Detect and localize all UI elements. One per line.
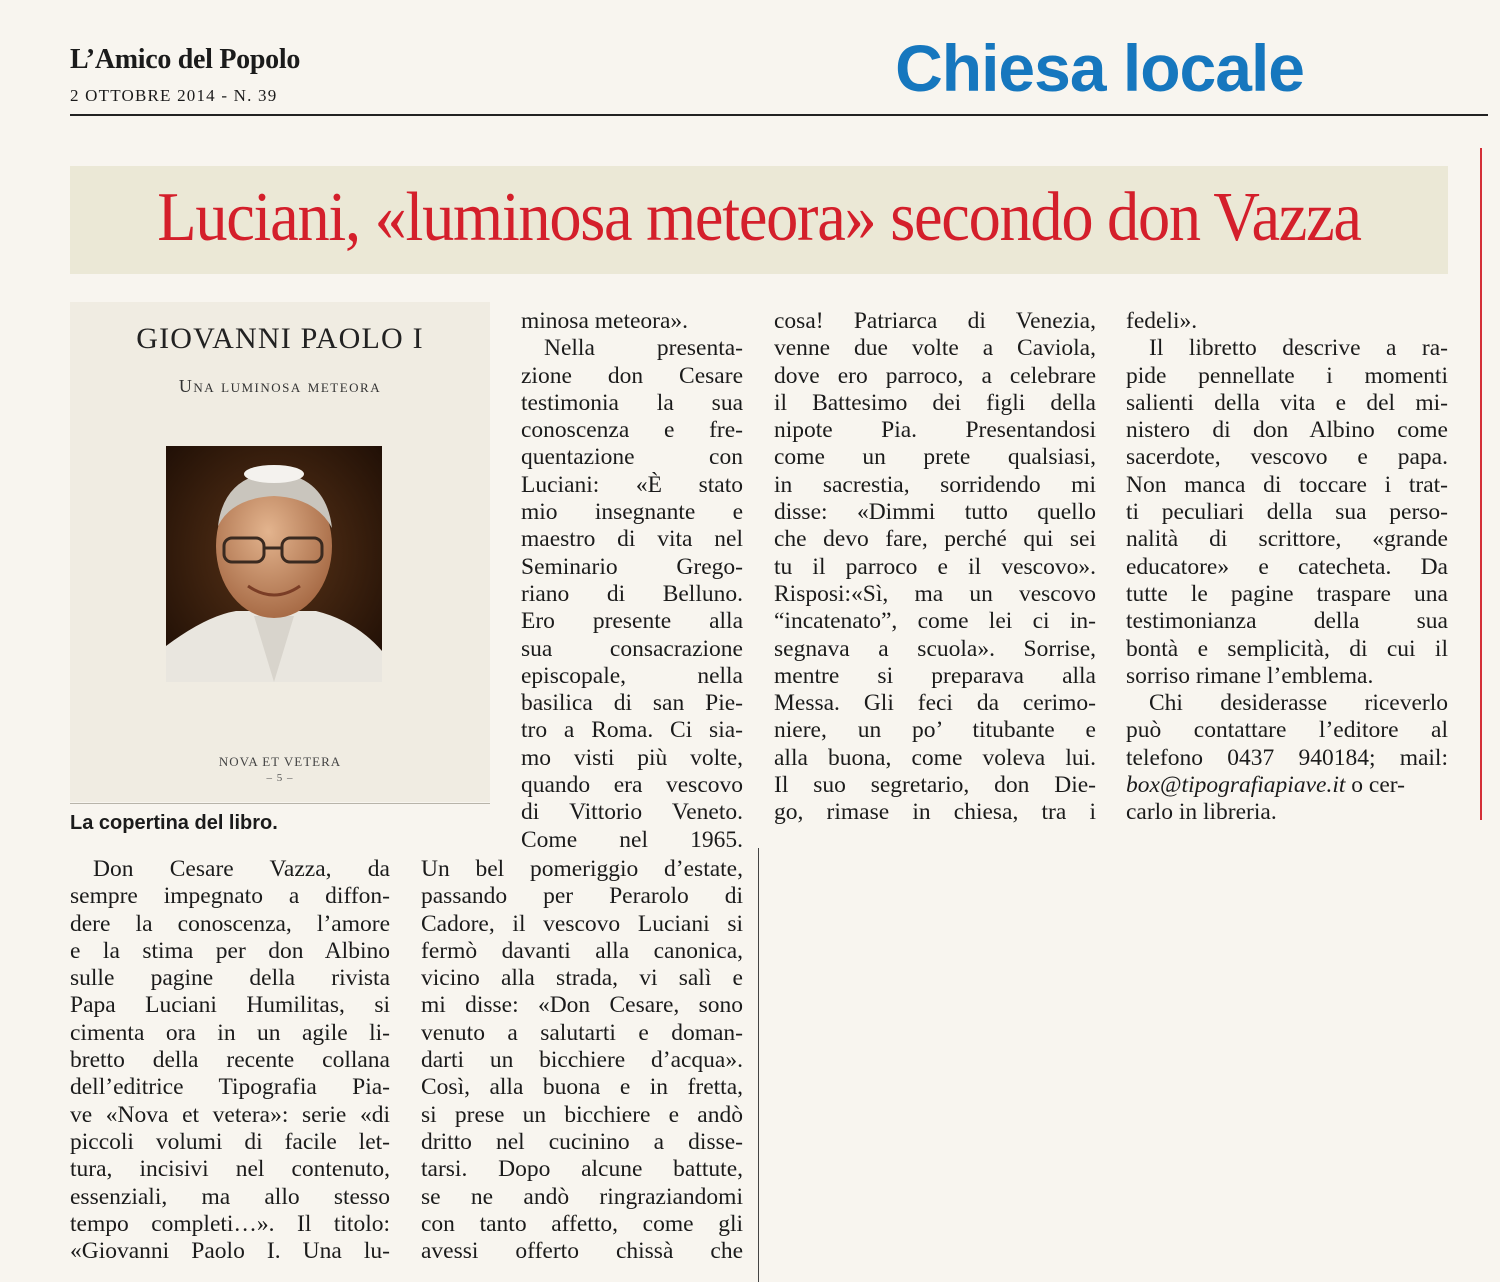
text-line: alla buona, come voleva lui. bbox=[774, 744, 1096, 771]
text-line: zione don Cesare bbox=[521, 362, 743, 389]
text-line: ti peculiari della sua perso- bbox=[1126, 499, 1448, 526]
text-line: go, rimase in chiesa, tra i bbox=[774, 799, 1096, 826]
text-line: sempre impegnato a diffon- bbox=[70, 883, 390, 910]
cover-number: – 5 – bbox=[266, 772, 294, 784]
text-line: piccoli volumi di facile let- bbox=[70, 1128, 390, 1155]
text-line: Messa. Gli feci da cerimo- bbox=[774, 690, 1096, 717]
text-line: dove ero parroco, a celebrare bbox=[774, 362, 1096, 389]
text-line: Non manca di toccare i trat- bbox=[1126, 471, 1448, 498]
text-line: carlo in libreria. bbox=[1126, 799, 1277, 826]
text-line: dritto nel cucinino a disse- bbox=[421, 1128, 743, 1155]
text-line: Don Cesare Vazza, da bbox=[93, 856, 390, 882]
text-line: venne due volte a Caviola, bbox=[774, 335, 1096, 362]
section-title: Chiesa locale bbox=[895, 31, 1304, 105]
text-line: cosa! Patriarca di Venezia, bbox=[774, 308, 1096, 334]
text-line: Il suo segretario, don Die- bbox=[774, 772, 1096, 799]
text-line: basilica di san Pie- bbox=[521, 690, 743, 717]
cover-subtitle: Una luminosa meteora bbox=[178, 376, 382, 396]
text-line: di Vittorio Veneto. bbox=[521, 799, 743, 826]
article-column-2-top bbox=[521, 308, 743, 854]
text-line bbox=[1126, 772, 1448, 799]
text-line: tro a Roma. Ci sia- bbox=[521, 717, 743, 744]
text-line: niere, un po’ titubante e bbox=[774, 717, 1096, 744]
text-line: pide pennellate i momenti bbox=[1126, 362, 1448, 389]
text-line: vicino alla strada, vi salì e bbox=[421, 965, 743, 992]
text-line: ve «Nova et vetera»: serie «di bbox=[70, 1101, 390, 1128]
text-line: disse: «Dimmi tutto quello bbox=[774, 499, 1096, 526]
text-line: telefono 0437 940184; mail: bbox=[1126, 744, 1448, 771]
text-line: Nella presenta- bbox=[544, 335, 743, 362]
text-line: testimonianza della sua bbox=[1126, 608, 1448, 635]
text-line: se ne andò ringraziandomi bbox=[421, 1183, 743, 1210]
text-line: salienti della vita e del mi- bbox=[1126, 389, 1448, 416]
text-line: avessi offerto chissà che bbox=[421, 1238, 743, 1265]
text-line: Cadore, il vescovo Luciani si bbox=[421, 910, 743, 937]
text-line: minosa meteora». bbox=[521, 308, 689, 334]
image-caption: La copertina del libro. bbox=[70, 812, 278, 834]
book-cover-image bbox=[70, 302, 490, 802]
text-line: Così, alla buona e in fretta, bbox=[421, 1074, 743, 1101]
text-line: conoscenza e fre- bbox=[521, 417, 743, 444]
text-line: quando era vescovo bbox=[521, 772, 743, 799]
text-line: mi disse: «Don Cesare, sono bbox=[421, 992, 743, 1019]
text-line: dell’editrice Tipografia Pia- bbox=[70, 1074, 390, 1101]
text-line: riano di Belluno. bbox=[521, 580, 743, 607]
text-line: maestro di vita nel bbox=[521, 526, 743, 553]
text-line: sua consacrazione bbox=[521, 635, 743, 662]
article-column-1 bbox=[70, 856, 390, 1265]
email-link[interactable]: box@tipografiapiave.it bbox=[1126, 772, 1346, 799]
text-line: tu il parroco e il vescovo». bbox=[774, 553, 1096, 580]
headline-band bbox=[70, 166, 1448, 274]
text-line: essenziali, ma allo stesso bbox=[70, 1183, 390, 1210]
text-line: mio insegnante e bbox=[521, 499, 743, 526]
portrait-illustration bbox=[166, 446, 382, 682]
text-line: educatore» e catecheta. Da bbox=[1126, 553, 1448, 580]
text-line: nalità di scrittore, «grande bbox=[1126, 526, 1448, 553]
cover-title: GIOVANNI PAOLO I bbox=[136, 322, 424, 355]
text-line: sulle pagine della rivista bbox=[70, 965, 390, 992]
text-line: venuto a salutarti e doman- bbox=[421, 1019, 743, 1046]
margin-rule bbox=[1480, 148, 1482, 820]
text-line: episcopale, nella bbox=[521, 662, 743, 689]
text-line: che devo fare, perché qui sei bbox=[774, 526, 1096, 553]
headline: Luciani, «luminosa meteora» secondo don Vazza bbox=[157, 179, 1361, 256]
text-line: Papa Luciani Humilitas, si bbox=[70, 992, 390, 1019]
pope-portrait-photo bbox=[166, 446, 382, 682]
text-line: in sacrestia, sorridendo mi bbox=[774, 471, 1096, 498]
text-line: cimenta ora in un agile li- bbox=[70, 1019, 390, 1046]
text-line: passando per Perarolo di bbox=[421, 883, 743, 910]
text-line: Un bel pomeriggio d’estate, bbox=[421, 856, 743, 882]
text-fragment: o cer- bbox=[1345, 772, 1405, 799]
text-line: con tanto affetto, come gli bbox=[421, 1210, 743, 1237]
text-line: come un prete qualsiasi, bbox=[774, 444, 1096, 471]
article-column-3 bbox=[774, 308, 1096, 827]
article-column-2-bottom bbox=[421, 856, 743, 1265]
text-line: tarsi. Dopo alcune battute, bbox=[421, 1156, 743, 1183]
image-rule bbox=[70, 803, 490, 804]
text-line: segnava a scuola». Sorrise, bbox=[774, 635, 1096, 662]
text-line: Seminario Grego- bbox=[521, 553, 743, 580]
text-line: può contattare l’editore al bbox=[1126, 717, 1448, 744]
header-rule bbox=[70, 114, 1488, 116]
text-line: tempo completi…». Il titolo: bbox=[70, 1210, 390, 1237]
text-line: fermò davanti alla canonica, bbox=[421, 937, 743, 964]
text-line: Chi desiderasse riceverlo bbox=[1149, 690, 1448, 717]
column-rule bbox=[758, 848, 759, 1282]
text-line: “incatenato”, come lei ci in- bbox=[774, 608, 1096, 635]
issue-date: 2 OTTOBRE 2014 - N. 39 bbox=[70, 86, 278, 105]
text-line: sacerdote, vescovo e papa. bbox=[1126, 444, 1448, 471]
text-line: Luciani: «È stato bbox=[521, 471, 743, 498]
text-line: «Giovanni Paolo I. Una lu- bbox=[70, 1238, 390, 1265]
article-column-4 bbox=[1126, 308, 1448, 827]
text-line: sorriso rimane l’emblema. bbox=[1126, 662, 1374, 689]
text-line: mentre si preparava alla bbox=[774, 662, 1096, 689]
text-line: bontà e semplicità, di cui il bbox=[1126, 635, 1448, 662]
text-line: Risposi:«Sì, ma un vescovo bbox=[774, 580, 1096, 607]
text-line: quentazione con bbox=[521, 444, 743, 471]
text-line: darti un bicchiere d’acqua». bbox=[421, 1047, 743, 1074]
text-line: nipote Pia. Presentandosi bbox=[774, 417, 1096, 444]
text-line: nistero di don Albino come bbox=[1126, 417, 1448, 444]
newspaper-name: L’Amico del Popolo bbox=[70, 44, 301, 75]
text-line: Come nel 1965. bbox=[521, 826, 743, 853]
text-line: Ero presente alla bbox=[521, 608, 743, 635]
text-line: bretto della recente collana bbox=[70, 1047, 390, 1074]
cover-series: NOVA ET VETERA bbox=[218, 754, 342, 769]
text-line: dere la conoscenza, l’amore bbox=[70, 910, 390, 937]
text-line: tura, incisivi nel contenuto, bbox=[70, 1156, 390, 1183]
text-line: e la stima per don Albino bbox=[70, 937, 390, 964]
text-line: mo visti più volte, bbox=[521, 744, 743, 771]
text-line: Il libretto descrive a ra- bbox=[1149, 335, 1448, 362]
text-line: si prese un bicchiere e andò bbox=[421, 1101, 743, 1128]
text-line: fedeli». bbox=[1126, 308, 1198, 334]
text-line: tutte le pagine traspare una bbox=[1126, 580, 1448, 607]
text-line: il Battesimo dei figli della bbox=[774, 389, 1096, 416]
text-line: testimonia la sua bbox=[521, 389, 743, 416]
